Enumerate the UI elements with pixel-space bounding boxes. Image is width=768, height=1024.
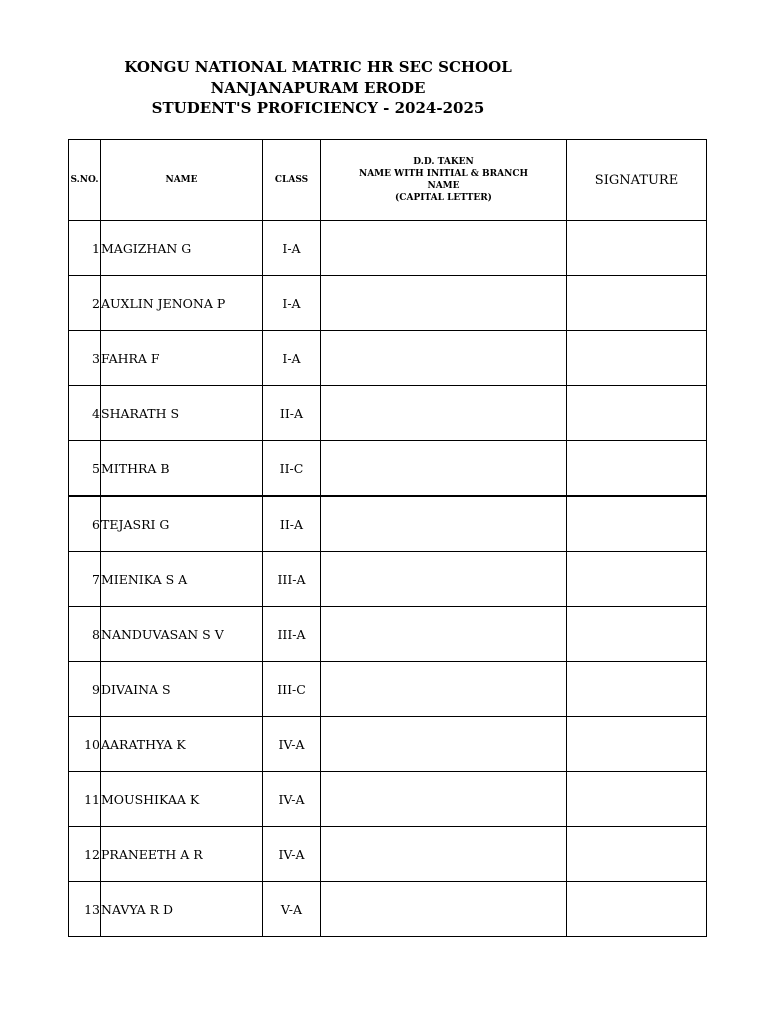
table-row: [69, 276, 707, 331]
cell-class: IV-A: [263, 827, 321, 882]
cell-name: AUXLIN JENONA P: [101, 276, 263, 331]
table-row: [69, 772, 707, 827]
cell-signature: [567, 607, 707, 662]
table-row: [69, 827, 707, 882]
cell-dd-taken: [321, 221, 567, 276]
cell-class: IV-A: [263, 717, 321, 772]
cell-name: MAGIZHAN G: [101, 221, 263, 276]
dd-header-line-3: NAME: [427, 181, 460, 191]
cell-class: I-A: [263, 331, 321, 386]
school-name: KONGU NATIONAL MATRIC HR SEC SCHOOL: [124, 58, 512, 76]
cell-sno: 6: [69, 496, 101, 552]
cell-dd-taken: [321, 276, 567, 331]
dd-header-line-1: D.D. TAKEN: [413, 157, 474, 167]
cell-signature: [567, 882, 707, 937]
dd-header-line-2: NAME WITH INITIAL & BRANCH: [358, 169, 529, 179]
cell-name: PRANEETH A R: [101, 827, 263, 882]
cell-sno: 3: [69, 331, 101, 386]
cell-signature: [567, 386, 707, 441]
table-row: [69, 662, 707, 717]
document-title: STUDENT'S PROFICIENCY - 2024-2025: [151, 99, 485, 117]
cell-sno: 4: [69, 386, 101, 441]
cell-dd-taken: [321, 607, 567, 662]
table-row: [69, 552, 707, 607]
cell-sno: 9: [69, 662, 101, 717]
cell-sno: 13: [69, 882, 101, 937]
cell-dd-taken: [321, 441, 567, 497]
cell-dd-taken: [321, 827, 567, 882]
cell-class: III-A: [263, 607, 321, 662]
cell-class: II-A: [263, 386, 321, 441]
table-row: [69, 496, 707, 552]
table-row: [69, 386, 707, 441]
table-row: [69, 882, 707, 937]
table-row: [69, 607, 707, 662]
cell-class: II-C: [263, 441, 321, 497]
cell-signature: [567, 717, 707, 772]
cell-class: III-A: [263, 552, 321, 607]
cell-sno: 8: [69, 607, 101, 662]
table-row: [69, 331, 707, 386]
cell-dd-taken: [321, 717, 567, 772]
cell-name: MOUSHIKAA K: [101, 772, 263, 827]
cell-class: IV-A: [263, 772, 321, 827]
cell-sno: 1: [69, 221, 101, 276]
cell-name: MIENIKA S A: [101, 552, 263, 607]
cell-class: I-A: [263, 276, 321, 331]
table-row: [69, 441, 707, 497]
cell-sno: 12: [69, 827, 101, 882]
cell-name: NAVYA R D: [101, 882, 263, 937]
cell-dd-taken: [321, 386, 567, 441]
cell-sno: 10: [69, 717, 101, 772]
column-header-sno: S.NO.: [69, 140, 101, 221]
cell-dd-taken: [321, 552, 567, 607]
document-header: [68, 57, 568, 119]
student-table: [68, 139, 707, 937]
cell-signature: [567, 276, 707, 331]
cell-name: NANDUVASAN S V: [101, 607, 263, 662]
cell-dd-taken: [321, 772, 567, 827]
cell-dd-taken: [321, 496, 567, 552]
cell-signature: [567, 221, 707, 276]
column-header-name: NAME: [101, 140, 263, 221]
cell-sno: 5: [69, 441, 101, 497]
cell-name: AARATHYA K: [101, 717, 263, 772]
cell-dd-taken: [321, 882, 567, 937]
cell-class: III-C: [263, 662, 321, 717]
cell-signature: [567, 662, 707, 717]
cell-name: FAHRA F: [101, 331, 263, 386]
cell-signature: [567, 552, 707, 607]
cell-dd-taken: [321, 331, 567, 386]
cell-name: SHARATH S: [101, 386, 263, 441]
table-row: [69, 717, 707, 772]
cell-signature: [567, 441, 707, 497]
table-row: [69, 221, 707, 276]
cell-sno: 7: [69, 552, 101, 607]
dd-header-line-4: (CAPITAL LETTER): [395, 193, 492, 203]
cell-sno: 2: [69, 276, 101, 331]
cell-name: DIVAINA S: [101, 662, 263, 717]
cell-signature: [567, 827, 707, 882]
column-header-signature: SIGNATURE: [567, 140, 707, 221]
cell-sno: 11: [69, 772, 101, 827]
column-header-class: CLASS: [263, 140, 321, 221]
cell-class: I-A: [263, 221, 321, 276]
cell-signature: [567, 772, 707, 827]
cell-signature: [567, 331, 707, 386]
cell-dd-taken: [321, 662, 567, 717]
table-header-row: [69, 140, 707, 221]
school-location: NANJANAPURAM ERODE: [210, 78, 426, 97]
cell-signature: [567, 496, 707, 552]
cell-name: TEJASRI G: [101, 496, 263, 552]
cell-name: MITHRA B: [101, 441, 263, 497]
cell-class: II-A: [263, 496, 321, 552]
column-header-dd-taken: [321, 140, 567, 221]
cell-class: V-A: [263, 882, 321, 937]
